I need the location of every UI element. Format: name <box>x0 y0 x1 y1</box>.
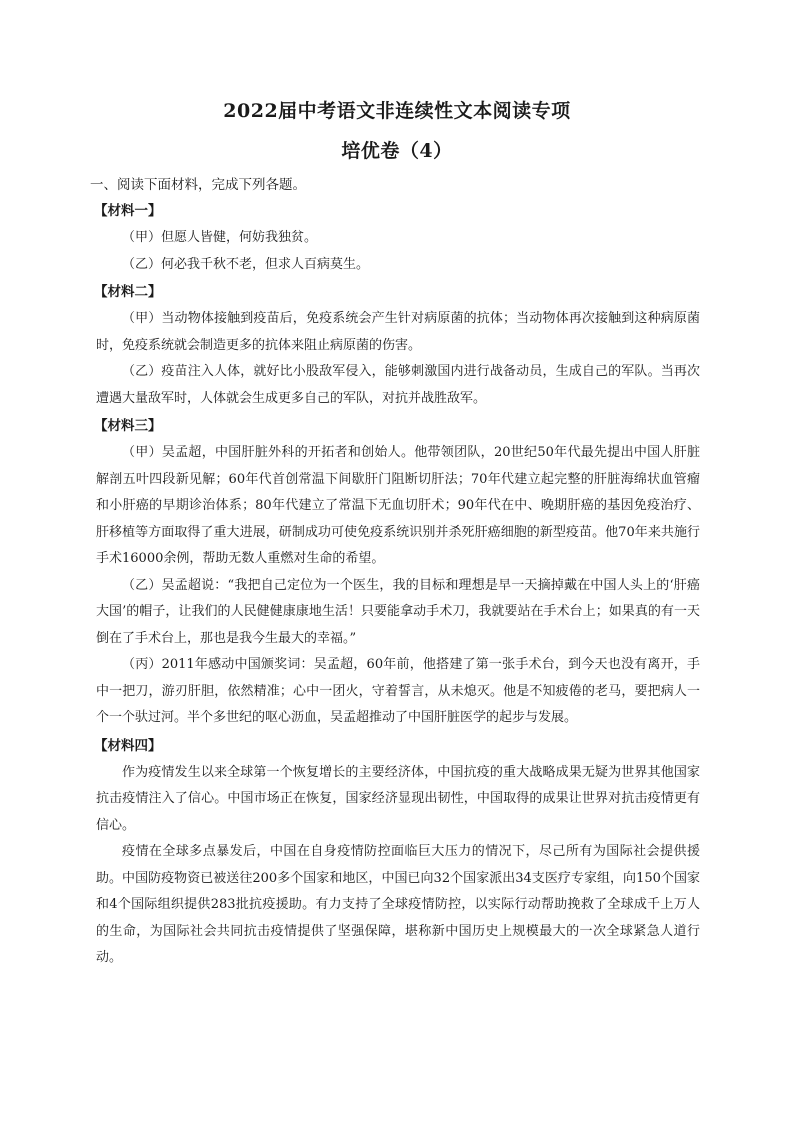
document-body <box>90 172 700 972</box>
material-2-paragraph-b: （乙）疫苗注入人体，就好比小股敌军侵入，能够刺激国内进行战备动员，生成自己的军队。当再次遭遇大量敌军时，人体就会生成更多自己的军队，对抗并战胜敌军。 <box>96 364 700 406</box>
material-4-heading: 【材料四】 <box>94 737 162 754</box>
question-instruction: 一、阅读下面材料，完成下列各题。 <box>90 177 306 193</box>
material-1-paragraph-a: （甲）但愿人皆健，何妨我独贫。 <box>122 230 318 245</box>
material-4-paragraph-b: 疫情在全球多点暴发后，中国在自身疫情防控面临巨大压力的情况下，尽己所有为国际社会提供援助。中国防疫物资已被送往200多个国家和地区，中国已向32个国家派出34支医疗专家组，向150个国家和4个国际组织提供283批抗疫援助。有力支持了全球疫情防控，以实际行动帮助挽救了全球成千上万人的生命，为国际社会共同抗击疫情提供了坚强保障，堪称新中国历史上规模最大的一次全球紧急人道行动。 <box>96 844 700 965</box>
material-4-paragraph-a: 作为疫情发生以来全球第一个恢复增长的主要经济体，中国抗疫的重大战略成果无疑为世界其他国家抗击疫情注入了信心。中国市场正在恢复，国家经济显现出韧性，中国取得的成果让世界对抗击疫情更有信心。 <box>96 764 700 833</box>
material-3-heading: 【材料三】 <box>94 418 162 434</box>
material-2-heading: 【材料二】 <box>94 284 162 300</box>
document-title: 2022届中考语文非连续性文本阅读专项 <box>223 100 571 122</box>
material-2-paragraph-a: （甲）当动物体接触到疫苗后，免疫系统会产生针对病原菌的抗体；当动物体再次接触到这种病原菌时，免疫系统就会制造更多的抗体来阻止病原菌的伤害。 <box>96 311 700 353</box>
material-3-paragraph-c: （丙）2011年感动中国颁奖词：吴孟超，60年前，他搭建了第一张手术台，到今天也没有离开，手中一把刀，游刃肝胆，依然精准；心中一团火，守着誓言，从未熄灭。他是不知疲倦的老马，要把病人一个一个驮过河。半个多世纪的呕心沥血，吴孟超推动了中国肝脏医学的起步与发展。 <box>96 657 700 725</box>
material-3-paragraph-a: （甲）吴孟超，中国肝脏外科的开拓者和创始人。他带领团队，20世纪50年代最先提出中国人肝脏解剖五叶四段新见解；60年代首创常温下间歇肝门阻断切肝法；70年代建立起完整的肝脏海绵状血管瘤和小肝癌的早期诊治体系；80年代建立了常温下无血切肝术；90年代在中、晚期肝癌的基因免疫治疗、肝移植等方面取得了重大进展，研制成功可使免疫系统识别并杀死肝癌细胞的新型疫苗。他70年来共施行手术16000余例，帮助无数人重燃对生命的希望。 <box>96 445 700 566</box>
material-3-paragraph-b: （乙）吴孟超说：“我把自己定位为一个医生，我的目标和理想是早一天摘掉戴在中国人头上的‘肝癌大国’的帽子，让我们的人民健健康康地生活！只要能拿动手术刀，我就要站在手术台上；如果真的有一天倒在了手术台上，那也是我今生最大的幸福。” <box>96 577 700 646</box>
material-1-paragraph-b: （乙）何必我千秋不老，但求人百病莫生。 <box>122 256 370 272</box>
document-subtitle: 培优卷（4） <box>341 140 453 162</box>
material-1-heading: 【材料一】 <box>94 203 162 219</box>
